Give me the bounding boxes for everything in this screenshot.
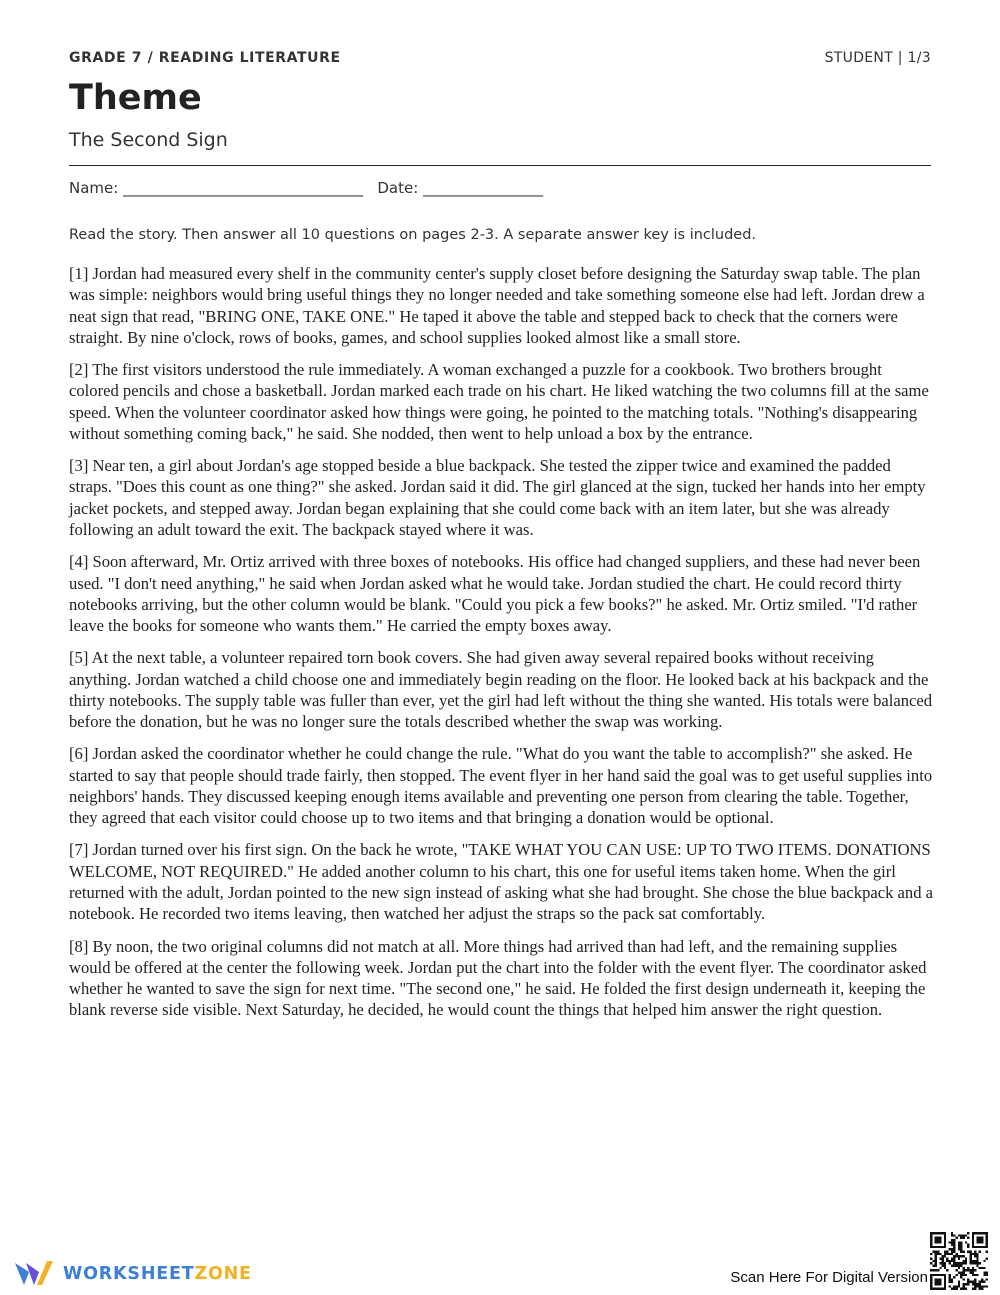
story-text <box>69 263 935 1032</box>
story-paragraph: [8] By noon, the two original columns did not match at all. More things had arrived than had left, and the remaining supplies would be offered at the center the following week. Jordan put the chart into the folder with the event flyer. The coordinator asked whether he wanted to save the sign for next time. "The second one," he said. He folded the first design underneath it, keeping the blank reverse side visible. Next Saturday, he decided, he would count the things that helped him answer the right question. <box>69 936 927 1020</box>
qr-code-icon[interactable] <box>930 1232 988 1290</box>
story-paragraph: [1] Jordan had measured every shelf in the community center's supply closet before designing the Saturday swap table. The plan was simple: neighbors would bring useful things they no longer needed and take something someone else had left. Jordan drew a neat sign that read, "BRING ONE, TAKE ONE." He taped it above the table and stepped back to check that the corners were straight. By nine o'clock, rows of books, games, and school supplies looked almost like a small store. <box>69 264 925 347</box>
story-paragraph: [3] Near ten, a girl about Jordan's age stopped beside a blue backpack. She tested the zipper twice and examined the padded straps. "Does this count as one thing?" she asked. Jordan said it did. The girl glanced at the sign, tucked her hands into her empty jacket pockets, and stepped away. Jordan began explaining that she could come back with an item later, but she was already following an adult toward the exit. The backpack stayed where it was. <box>69 456 926 540</box>
instructions: Read the story. Then answer all 10 questions on pages 2-3. A separate answer key is included. <box>69 227 757 243</box>
worksheet-page <box>69 0 934 1295</box>
grade-subject-label: GRADE 7 / READING LITERATURE <box>69 50 341 66</box>
top-bar <box>69 50 931 70</box>
scan-caption: Scan Here For Digital Version <box>730 1269 928 1286</box>
logo-wordmark-part1: WORKSHEET <box>63 1264 195 1284</box>
name-date-fields: Name: ________________________________ Date: ________________ <box>69 179 544 197</box>
story-paragraph: [5] At the next table, a volunteer repaired torn book covers. She had given away several repaired books without receiving anything. Jordan watched a child choose one and immediately begin reading on the floor. He looked back at his backpack and the thirty notebooks. The supply table was fuller than ever, yet the girl had left without the thing she wanted. His totals were balanced before the donation, but he was no longer sure the totals described whether the swap was working. <box>69 648 933 732</box>
page-title: Theme <box>69 78 202 118</box>
student-page-indicator: STUDENT | 1/3 <box>824 50 931 66</box>
story-paragraph: [7] Jordan turned over his first sign. On the back he wrote, "TAKE WHAT YOU CAN USE: UP TO TWO ITEMS. DONATIONS WELCOME, NOT REQUIRED." He added another column to his chart, this one for useful items taken home. When the girl returned with the adult, Jordan pointed to the new sign instead of asking what she had brought. She chose the blue backpack and a notebook. He recorded two items leaving, then watched her adjust the straps so the pack sat comfortably. <box>69 840 934 924</box>
logo-wordmark <box>63 1264 252 1284</box>
story-paragraph: [4] Soon afterward, Mr. Ortiz arrived with three boxes of notebooks. His office had changed suppliers, and these had never been used. "I don't need anything," he said when Jordan asked what he would take. Jordan studied the chart. He could record thirty notebooks arriving, but the other column would be blank. "Could you pick a few books?" he asked. Mr. Ortiz smiled. "I'd rather leave the books for someone who wants them." He carried the empty boxes away. <box>69 552 921 636</box>
story-title: The Second Sign <box>69 129 228 151</box>
story-paragraph: [6] Jordan asked the coordinator whether he could change the rule. "What do you want the table to accomplish?" she asked. He started to say that people should trade fairly, then stopped. The event flyer in her hand said the goal was to get useful supplies into neighbors' hands. They discussed keeping enough items available and preventing one person from clearing the table. Together, they agreed that each visitor could choose up to two items and that bringing a donation would be optional. <box>69 744 933 828</box>
worksheetzone-logo-icon <box>13 1258 55 1288</box>
logo-wordmark-part2: ZONE <box>194 1264 252 1284</box>
header-divider <box>69 165 931 166</box>
story-paragraph: [2] The first visitors understood the rule immediately. A woman exchanged a puzzle for a cookbook. Two brothers brought colored pencils and chose a basketball. Jordan marked each trade on his chart. He liked watching the two columns fill at the same speed. When the volunteer coordinator asked how things were going, he pointed to the matching totals. "Nothing's disappearing without something coming back," he said. She nodded, then went to help unload a box by the entrance. <box>69 360 929 443</box>
